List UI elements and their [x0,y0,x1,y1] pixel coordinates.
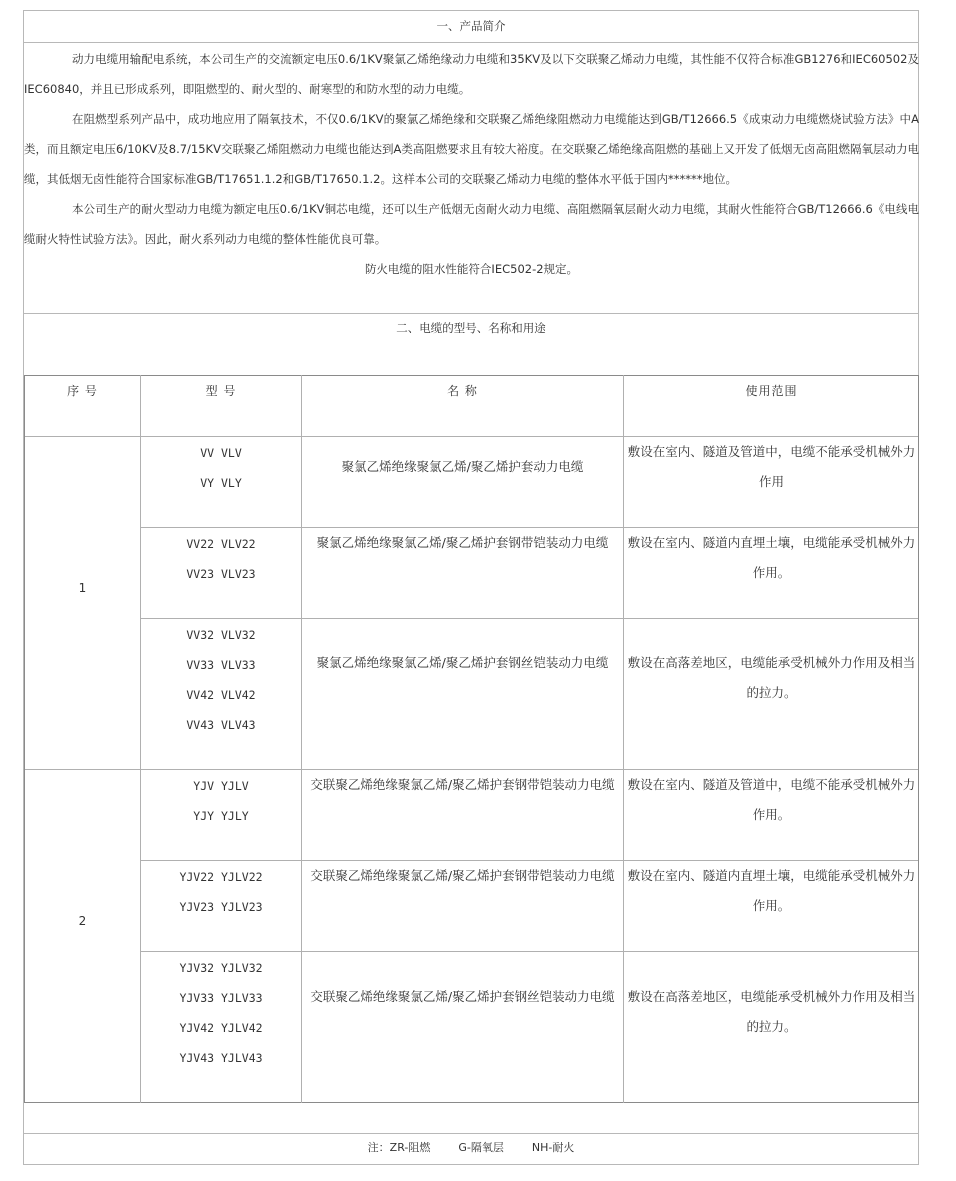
group-seq: 1 [78,581,87,595]
intro-paragraph: 防火电缆的阻水性能符合IEC502-2规定。 [364,262,579,276]
model-code: YJV22 YJLV22 [179,870,263,884]
intro-paragraph: 在阻燃型系列产品中，成功地应用了隔氧技术，不仅0.6/1KV的聚氯乙烯绝缘和交联聚乙烯绝缘阻燃动力电缆能达到GB/T12666.5《成束动力电缆燃烧试验方法》中A类，而且额定电压6/10KV及8.7/15KV交联聚乙烯阻燃动力电缆也能达到A类高阻燃要求且有较大裕度。在交联聚乙烯绝缘高阻燃的基础上又开发了低烟无卤高阻燃隔氧层动力电缆，其低烟无卤性能符合国家标准GB/T17651.1.2和GB/T17650.1.2。这样本公司的交联聚乙烯动力电缆的整体水平低于国内******地位。 [24,112,919,186]
usage-cell: 敷设在高落差地区，电缆能承受机械外力作用及相当的拉力。 [627,655,916,700]
model-code: VV42 VLV42 [186,688,256,702]
section-title-models: 二、电缆的型号、名称和用途 [396,321,546,335]
model-code: VV VLV [200,446,242,460]
model-code: VV23 VLV23 [186,567,256,581]
header-model: 型 号 [205,384,237,398]
model-code: VV43 VLV43 [186,718,256,732]
model-code: VY VLY [200,476,242,490]
model-code: YJV33 YJLV33 [179,991,263,1005]
usage-cell: 敷设在高落差地区，电缆能承受机械外力作用及相当的拉力。 [627,989,916,1034]
model-code: YJY YJLY [193,809,249,823]
model-cell [141,771,301,831]
usage-cell: 敷设在室内、隧道及管道中，电缆不能承受机械外力作用。 [627,777,916,822]
name-cell: 交联聚乙烯绝缘聚氯乙烯/聚乙烯护套钢带铠装动力电缆 [310,777,615,792]
header-seq: 序 号 [67,384,98,398]
usage-cell: 敷设在室内、隧道及管道中，电缆不能承受机械外力作用 [627,444,916,489]
intro-paragraph: 动力电缆用输配电系统，本公司生产的交流额定电压0.6/1KV聚氯乙烯绝缘动力电缆和35KV及以下交联聚乙烯动力电缆，其性能不仅符合标准GB1276和IEC60502及IEC60840，并且已形成系列，即阻燃型的、耐火型的、耐寒型的和防水型的动力电缆。 [24,52,919,96]
name-cell: 交联聚乙烯绝缘聚氯乙烯/聚乙烯护套钢丝铠装动力电缆 [310,989,615,1004]
model-code: VV32 VLV32 [186,628,256,642]
header-usage: 使用范围 [745,384,798,398]
note-zr: 注：ZR-阻燃 [367,1141,431,1154]
name-cell: 聚氯乙烯绝缘聚氯乙烯/聚乙烯护套钢丝铠装动力电缆 [316,655,609,670]
model-code: VV33 VLV33 [186,658,256,672]
table-column-rule [301,375,302,1103]
model-code: VV22 VLV22 [186,537,256,551]
group-seq: 2 [78,914,87,928]
model-cell [141,862,301,922]
usage-cell: 敷设在室内、隧道内直埋土壤，电缆能承受机械外力作用。 [627,868,916,913]
name-cell: 交联聚乙烯绝缘聚氯乙烯/聚乙烯护套钢带铠装动力电缆 [310,868,615,883]
divider [23,1133,919,1134]
usage-cell: 敷设在室内、隧道内直埋土壤，电缆能承受机械外力作用。 [627,535,916,580]
note-g: G-隔氧层 [458,1141,504,1154]
model-code: YJV32 YJLV32 [179,961,263,975]
name-cell: 聚氯乙烯绝缘聚氯乙烯/聚乙烯护套钢带铠装动力电缆 [316,535,609,550]
model-cell [141,620,301,740]
model-cell [141,529,301,589]
intro-paragraph: 本公司生产的耐火型动力电缆为额定电压0.6/1KV铜芯电缆，还可以生产低烟无卤耐火动力电缆、高阻燃隔氧层耐火动力电缆，其耐火性能符合GB/T12666.6《电线电缆耐火特性试验方法》。因此，耐火系列动力电缆的整体性能优良可靠。 [24,202,919,246]
model-code: YJV23 YJLV23 [179,900,263,914]
model-cell [141,953,301,1073]
model-code: YJV42 YJLV42 [179,1021,263,1035]
name-cell: 聚氯乙烯绝缘聚氯乙烯/聚乙烯护套动力电缆 [341,459,584,474]
divider [23,313,919,314]
table-row-rule [141,618,918,619]
footnote [23,1139,919,1155]
model-code: YJV43 YJLV43 [179,1051,263,1065]
model-cell [141,438,301,498]
header-name: 名 称 [447,384,478,398]
divider [23,42,919,43]
note-nh: NH-耐火 [531,1141,575,1154]
model-code: YJV YJLV [193,779,249,793]
intro-text [24,44,919,284]
table-row-rule [141,951,918,952]
section-title-intro: 一、产品简介 [436,19,506,33]
